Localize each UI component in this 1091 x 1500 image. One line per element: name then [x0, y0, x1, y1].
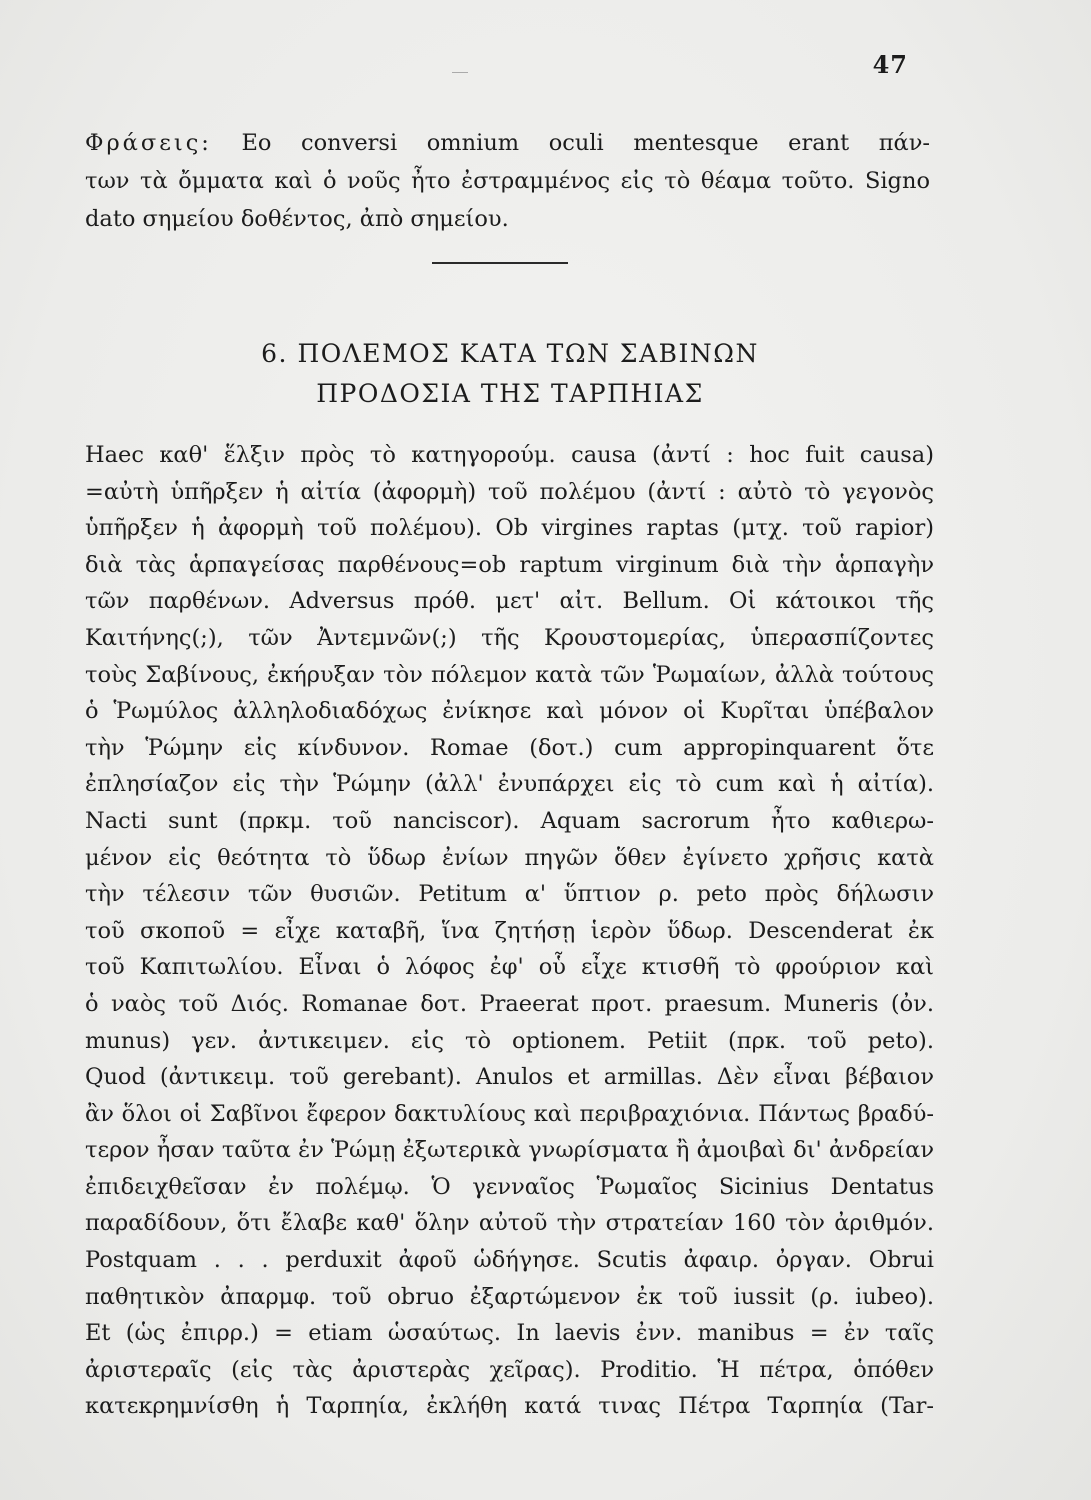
body-line: τερον ἦσαν ταῦτα ἐν Ῥώμῃ ἐξωτερικὰ γνωρίσματα ἢ ἀμοιβαὶ δι' ἀνδρείαν: [85, 1137, 934, 1164]
body-paragraph: [85, 437, 934, 1425]
phrases-line-2: των τὰ ὄμματα καὶ ὁ νοῦς ἦτο ἐστραμμένος εἰς τὸ θέαμα τοῦτο. Signo: [85, 168, 930, 194]
section-heading: [0, 334, 1020, 414]
section-title-line: [0, 334, 1020, 374]
body-line: ἀριστεραῖς (εἰς τὰς ἀριστερὰς χεῖρας). Proditio. Ἡ πέτρα, ὁπόθεν: [85, 1356, 934, 1383]
section-divider: [432, 262, 568, 264]
body-line: Nacti sunt (πρκμ. τοῦ nanciscor). Aquam sacrorum ἦτο καθιερω-: [85, 807, 934, 834]
body-line: τοὺς Σαβίνους, ἐκήρυξαν τὸν πόλεμον κατὰ τῶν Ῥωμαίων, ἀλλὰ τούτους: [85, 661, 934, 688]
body-line: Quod (ἀντικειμ. τοῦ gerebant). Anulos et armillas. Δὲν εἶναι βέβαιον: [85, 1064, 934, 1091]
section-number: 6.: [261, 339, 288, 368]
body-line: Et (ὡς ἐπιρρ.) = etiam ὡσαύτως. In laevis ἐνν. manibus = ἐν ταῖς: [85, 1320, 934, 1347]
phrases-line-3: dato σημείου δοθέντος, ἀπὸ σημείου.: [85, 206, 509, 232]
body-line: κατεκρημνίσθη ἡ Ταρπηία, ἐκλήθη κατά τινας Πέτρα Ταρπηία (Tar-: [85, 1393, 934, 1420]
body-line: τοῦ σκοποῦ = εἶχε καταβῆ, ἵνα ζητήσῃ ἱερὸν ὕδωρ. Descenderat ἐκ: [85, 917, 934, 944]
phrases-line-text: Eo conversi omnium oculi mentesque erant πάν-: [241, 130, 930, 156]
body-line: munus) γεν. ἀντικειμεν. εἰς τὸ optionem. Petiit (πρκ. τοῦ peto).: [85, 1027, 934, 1054]
body-line: τὴν τέλεσιν τῶν θυσιῶν. Petitum α' ὕπτιον ρ. peto πρὸς δήλωσιν: [85, 881, 934, 908]
phrases-line-1: [85, 124, 930, 162]
body-line: ἐπλησίαζον εἰς τὴν Ῥώμην (ἀλλ' ἐνυπάρχει εἰς τὸ cum καὶ ἡ αἰτία).: [85, 771, 934, 798]
body-line: ὁ Ῥωμύλος ἀλληλοδιαδόχως ἐνίκησε καὶ μόνον οἱ Κυρῖται ὑπέβαλον: [85, 698, 934, 725]
body-line: ὑπῆρξεν ἡ ἀφορμὴ τοῦ πολέμου). Ob virgines raptas (μτχ. τοῦ rapior): [85, 515, 934, 542]
body-line: τῶν παρθένων. Adversus πρόθ. μετ' αἰτ. Bellum. Οἱ κάτοικοι τῆς: [85, 588, 934, 615]
body-line: ἂν ὅλοι οἱ Σαβῖνοι ἔφερον δακτυλίους καὶ περιβραχιόνια. Πάντως βραδύ-: [85, 1100, 934, 1127]
body-line: τοῦ Καπιτωλίου. Εἶναι ὁ λόφος ἐφ' οὗ εἶχε κτισθῆ τὸ φρούριον καὶ: [85, 954, 934, 981]
body-line: ἐπιδειχθεῖσαν ἐν πολέμῳ. Ὁ γενναῖος Ῥωμαῖος Sicinius Dentatus: [85, 1173, 934, 1200]
body-line: παραδίδουν, ὅτι ἔλαβε καθ' ὅλην αὐτοῦ τὴν στρατείαν 160 τὸν ἀριθμόν.: [85, 1210, 934, 1237]
section-title: ΠΟΛΕΜΟΣ ΚΑΤΑ ΤΩΝ ΣΑΒΙΝΩΝ: [297, 339, 759, 368]
body-line: Καιτήνης(;), τῶν Ἀντεμνῶν(;) τῆς Κρουστομερίας, ὑπερασπίζοντες: [85, 624, 934, 651]
body-line: παθητικὸν ἀπαρμφ. τοῦ obruo ἐξαρτώμενον ἐκ τοῦ iussit (ρ. iubeo).: [85, 1283, 934, 1310]
body-line: Postquam . . . perduxit ἀφοῦ ὡδήγησε. Scutis ἀφαιρ. ὀργαν. Obrui: [85, 1247, 934, 1274]
body-line: ὁ ναὸς τοῦ Διός. Romanae δοτ. Praeerat προτ. praesum. Muneris (ὀν.: [85, 990, 934, 1017]
scan-mark: [452, 72, 468, 73]
body-line: =αὐτὴ ὑπῆρξεν ἡ αἰτία (ἀφορμὴ) τοῦ πολέμου (ἀντί : αὐτὸ τὸ γεγονὸς: [85, 478, 934, 505]
section-subtitle: ΠΡΟΔΟΣΙΑ ΤΗΣ ΤΑΡΠΗΙΑΣ: [316, 379, 704, 408]
phrases-label: Φράσεις:: [85, 130, 212, 156]
body-line: Haec καθ' ἕλξιν πρὸς τὸ κατηγορούμ. causa (ἀντί : hoc fuit causa): [85, 442, 934, 468]
page-number: 47: [872, 50, 908, 79]
body-line: τὴν Ῥώμην εἰς κίνδυνον. Romae (δοτ.) cum appropinquarent ὅτε: [85, 734, 934, 761]
body-line: μένον εἰς θεότητα τὸ ὕδωρ ἐνίων πηγῶν ὅθεν ἐγίνετο χρῆσις κατὰ: [85, 844, 934, 871]
body-line: διὰ τὰς ἁρπαγείσας παρθένους=ob raptum virginum διὰ τὴν ἁρπαγὴν: [85, 551, 934, 578]
phrases-paragraph: [85, 124, 930, 238]
